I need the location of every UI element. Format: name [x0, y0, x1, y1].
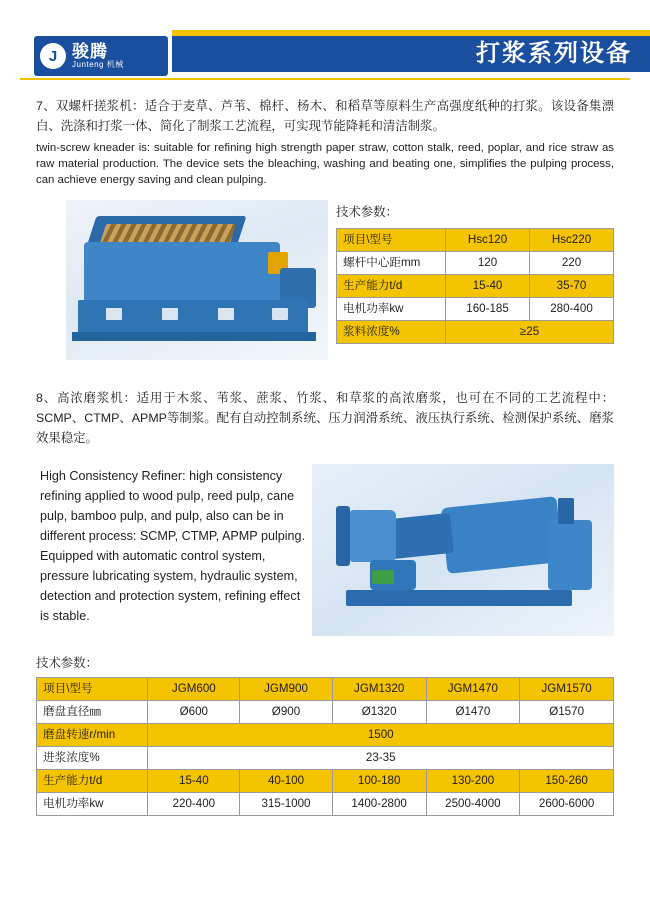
table-cell: 项目\型号	[337, 229, 446, 252]
table-cell: 1500	[148, 724, 614, 747]
section8-chinese-paragraph: 8、高浓磨浆机：适用于木浆、苇浆、蔗浆、竹浆、和草浆的高浓磨浆，也可在不同的工艺流程中：SCMP、CTMP、APMP等制浆。配有自动控制系统、压力润滑系统、液压执行系统、检测保护系统、磨浆效果稳定。	[36, 391, 614, 445]
table-cell: Hsc220	[530, 229, 614, 252]
table-cell: 120	[446, 252, 530, 275]
logo-mark-icon: J	[40, 43, 66, 69]
table-cell: 100-180	[332, 770, 426, 793]
machine-panel	[106, 308, 122, 320]
table-cell: 电机功率kw	[337, 298, 446, 321]
page-header	[0, 0, 650, 78]
table-cell: 280-400	[530, 298, 614, 321]
table-row	[337, 298, 614, 321]
table-cell: Ø1320	[332, 701, 426, 724]
section7-figure-and-table	[36, 200, 614, 370]
table-cell: 2600-6000	[520, 793, 614, 816]
table-cell: JGM1470	[426, 678, 520, 701]
table-row	[37, 770, 614, 793]
table-row	[337, 275, 614, 298]
refiner-gearbox	[548, 520, 592, 590]
table-row	[37, 793, 614, 816]
refiner-inlet-pipe	[558, 498, 574, 524]
section8-figure-and-text	[36, 464, 614, 639]
header-underline-rule	[20, 78, 630, 80]
section8-spec-table	[36, 677, 614, 816]
table-cell: ≥25	[446, 321, 614, 344]
section8-english-paragraph: High Consistency Refiner: high consistency refining applied to wood pulp, reed pulp, cane pulp, bamboo pulp, and pulp, also can be in different process: SCMP, CTMP, APMP pulping. Equipped with automatic control system, pressure lubricating system, hydraulic system, detection and protection system, refining effect is stable.	[40, 469, 306, 623]
machine-foot	[72, 332, 316, 341]
table-cell: Hsc120	[446, 229, 530, 252]
table-cell: 磨盘转速r/min	[37, 724, 148, 747]
logo-subtitle: Junteng 机械	[72, 59, 124, 69]
section7-english-paragraph: twin-screw kneader is: suitable for refining high strength paper straw, cotton stalk, reed, poplar, and rice straw as raw material production. The device sets the bleaching, washing and beating one, simplifies the pulping process, can achieve energy saving and clean pulping.	[36, 142, 614, 186]
page-title: 打浆系列设备	[476, 40, 632, 67]
table-cell: 160-185	[446, 298, 530, 321]
table-row	[37, 747, 614, 770]
logo-chinese-name: 骏腾	[72, 41, 108, 61]
logo-text-block	[72, 43, 124, 69]
machine-panel	[162, 308, 178, 320]
table-cell: 220	[530, 252, 614, 275]
refiner-green-box	[372, 570, 394, 584]
table-cell: 15-40	[446, 275, 530, 298]
table-cell: Ø900	[240, 701, 333, 724]
table-cell: 磨盘直径㎜	[37, 701, 148, 724]
table-row	[37, 678, 614, 701]
refiner-flange	[336, 506, 350, 566]
refiner-head	[348, 510, 396, 562]
section7-chinese-paragraph: 7、双螺杆搓浆机：适合于麦草、芦苇、棉杆、杨木、和稻草等原料生产高强度纸种的打浆。该设备集漂白、洗涤和打浆一体、简化了制浆工艺流程，可实现节能降耗和清洁制浆。	[36, 99, 614, 133]
table-row	[337, 229, 614, 252]
table-row	[37, 724, 614, 747]
refiner-base	[346, 590, 572, 606]
twin-screw-kneader-photo	[66, 200, 328, 360]
section7-spec-table	[336, 228, 614, 344]
table-cell: 220-400	[148, 793, 240, 816]
table-cell: JGM1320	[332, 678, 426, 701]
page-content	[0, 96, 650, 906]
table-cell: Ø1570	[520, 701, 614, 724]
table-cell: 生产能力t/d	[37, 770, 148, 793]
table-cell: 130-200	[426, 770, 520, 793]
table-cell: JGM900	[240, 678, 333, 701]
table-cell: 2500-4000	[426, 793, 520, 816]
table-row	[337, 252, 614, 275]
machine-panel	[218, 308, 234, 320]
table-cell: 电机功率kw	[37, 793, 148, 816]
refiner-housing	[441, 496, 563, 574]
refiner-cone	[388, 513, 454, 559]
table-cell: 浆料浓度%	[337, 321, 446, 344]
table-cell: 15-40	[148, 770, 240, 793]
page-bottom-spacer	[36, 816, 614, 906]
table-cell: Ø1470	[426, 701, 520, 724]
table-cell: 1400-2800	[332, 793, 426, 816]
table-row	[37, 701, 614, 724]
table-cell: JGM600	[148, 678, 240, 701]
high-consistency-refiner-photo	[312, 464, 614, 636]
company-logo	[34, 36, 168, 76]
section7-spec-label: 技术参数：	[336, 205, 398, 219]
table-cell: 进浆浓度%	[37, 747, 148, 770]
table-cell: 项目\型号	[37, 678, 148, 701]
section8-spec-label: 技术参数：	[36, 656, 98, 670]
table-cell: JGM1570	[520, 678, 614, 701]
table-cell: 生产能力t/d	[337, 275, 446, 298]
machine-panel	[272, 308, 288, 320]
table-cell: 螺杆中心距mm	[337, 252, 446, 275]
machine-body	[84, 242, 280, 304]
table-cell: 35-70	[530, 275, 614, 298]
table-cell: 40-100	[240, 770, 333, 793]
table-cell: 150-260	[520, 770, 614, 793]
table-cell: 315-1000	[240, 793, 333, 816]
table-row	[337, 321, 614, 344]
table-cell: 23-35	[148, 747, 614, 770]
table-cell: Ø600	[148, 701, 240, 724]
